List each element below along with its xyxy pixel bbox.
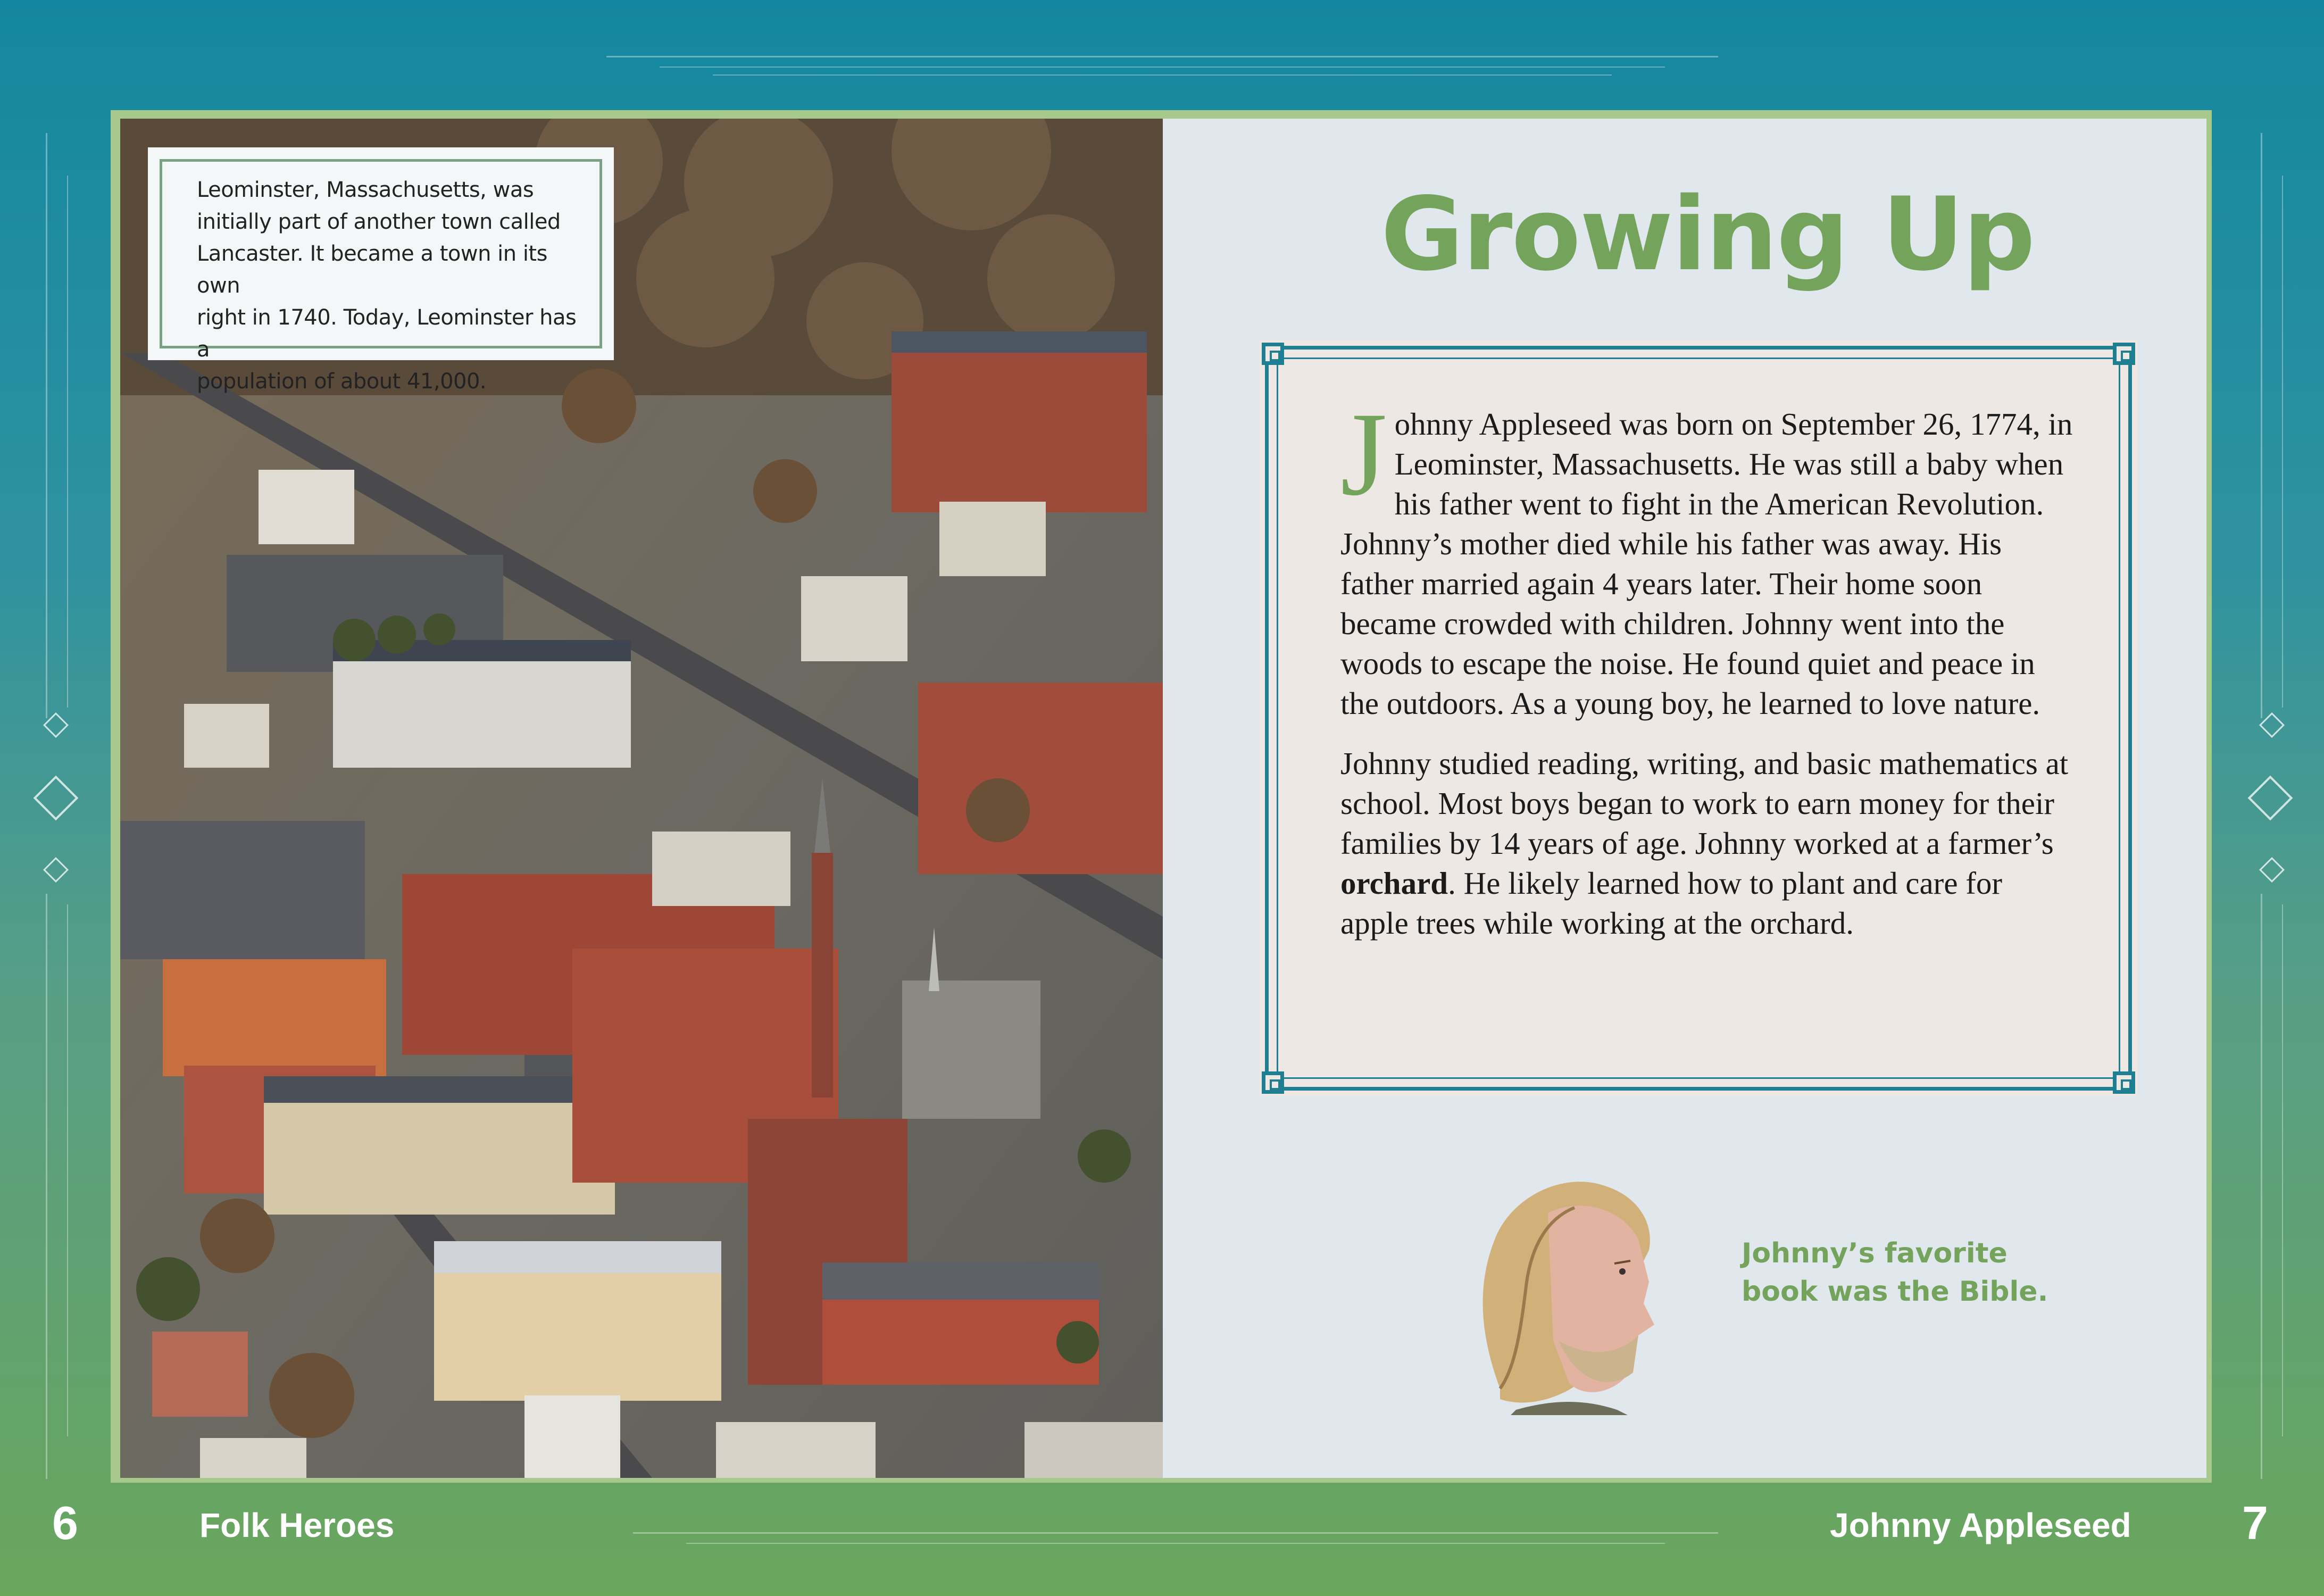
top-deco-line: [713, 74, 1612, 76]
corner-ornament: [2113, 1071, 2135, 1094]
corner-ornament: [1262, 343, 1284, 365]
left-deco-line: [67, 904, 68, 1436]
drop-cap: J: [1340, 387, 1387, 520]
fun-fact-line: Johnny’s favorite: [1742, 1237, 2008, 1269]
caption-line: Leominster, Massachusetts, was: [197, 178, 534, 202]
paragraph-2-text: Johnny studied reading, writing, and basic mathematics at school. Most boys began to work to earn money for their families by 14 years of age. Johnny worked at a farmer’s: [1340, 746, 2069, 861]
bottom-deco-line: [686, 1543, 1665, 1544]
caption-line: right in 1740. Today, Leominster has a: [197, 305, 577, 362]
corner-ornament: [2113, 343, 2135, 365]
right-diamond-ornament: [2259, 712, 2285, 738]
left-deco-line: [46, 894, 47, 1479]
right-book-title: Johnny Appleseed: [1830, 1506, 2131, 1544]
paragraph-1-text: ohnny Appleseed was born on September 26, 1774, in Leominster, Massachusetts. He was still a baby when his father went to fight in the American Revolution. Johnny’s mother died while his father was away. His father married again 4 years later. Their home soon became crowded with children. Johnny went into the woods to escape the noise. He found quiet and peace in the outdoors. As a young boy, he learned to love nature.: [1340, 406, 2073, 721]
right-diamond-ornament: [2259, 857, 2285, 883]
caption-line: Lancaster. It became a town in its own: [197, 242, 547, 298]
fun-fact: [1742, 1234, 2061, 1311]
left-deco-line: [46, 133, 47, 718]
left-deco-line: [67, 176, 68, 708]
glossary-term: orchard: [1340, 866, 1448, 901]
caption-box: [148, 147, 614, 394]
right-deco-line: [2261, 133, 2262, 718]
johnny-portrait-illustration: [1468, 1165, 1686, 1415]
left-page-number: 6: [52, 1497, 78, 1549]
right-deco-line: [2261, 894, 2262, 1479]
caption-line: initially part of another town called: [197, 210, 561, 234]
right-diamond-ornament: [2248, 776, 2293, 821]
top-deco-line: [606, 56, 1718, 57]
left-diamond-ornament: [43, 857, 69, 883]
text-box: [1260, 340, 2137, 1096]
bottom-deco-line: [633, 1532, 1718, 1534]
caption-line: population of about 41,000.: [197, 369, 487, 394]
paragraph-2: [1340, 744, 2075, 943]
fun-fact-line: book was the Bible.: [1742, 1276, 2048, 1308]
caption-text: [197, 174, 585, 397]
left-diamond-ornament: [34, 776, 79, 821]
body-text: [1340, 387, 2075, 963]
right-deco-line: [2282, 904, 2283, 1436]
top-deco-line: [660, 66, 1665, 68]
page-title: Growing Up: [1380, 176, 2035, 293]
right-page-number: 7: [2242, 1497, 2268, 1549]
right-deco-line: [2282, 176, 2283, 708]
corner-ornament: [1262, 1071, 1284, 1094]
paragraph-1: [1340, 387, 2075, 724]
left-series-title: Folk Heroes: [199, 1506, 395, 1544]
paragraph-2-text-end: . He likely learned how to plant and care for apple trees while working at the orchard.: [1340, 866, 2003, 941]
